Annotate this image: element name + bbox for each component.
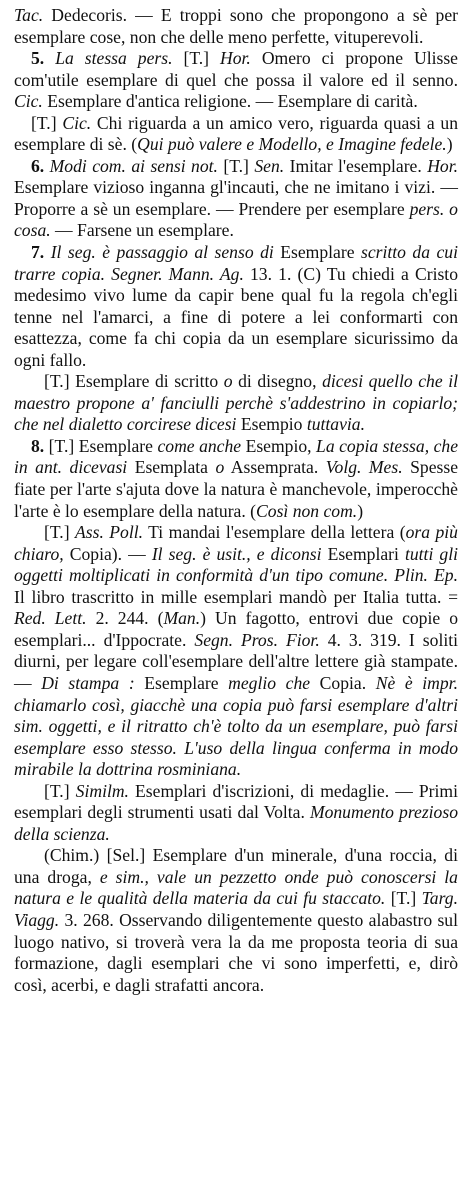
entry-paragraph-tac: Tac. Dedecoris. — E troppi sono che propongono a sè per esemplare cose, non che delle meno perfette, vituperevoli. <box>14 5 458 47</box>
entry-paragraph-8-ass-poll: [T.] Ass. Poll. Ti mandai l'esemplare della lettera (ora più chiaro, Copia). — Il seg. è usit., e diconsi Esemplari tutti gli oggetti moltiplicati in conformità d'un tipo comune. Plin. Ep. Il libro trascritto in mille esemplari mandò per Italia tutta. = Red. Lett. 2. 244. (Man.) Un fagotto, entrovi due copie o esemplari... d'Ippocrate. Segn. Pros. Fior. 4. 3. 319. I soliti diurni, per legare coll'esemplare dell'altre lettere già stampate. — Di stampa : Esemplare meglio che Copia. Nè è impr. chiamarlo così, giacchè una copia può farsi esemplare d'altri sim. oggetti, e il ritratto ch'è tolto da un esemplare, può farsi esemplare esso stesso. L'uso della lingua conferma in modo mirabile la dottrina rosminiana. <box>14 522 458 780</box>
entry-paragraph-8-similm: [T.] Similm. Esemplari d'iscrizioni, di medaglie. — Primi esemplari degli strumenti usati dal Volta. Monumento prezioso della scienza. <box>14 780 459 844</box>
entry-paragraph-8: 8. [T.] Esemplare come anche Esempio, La copia stessa, che in ant. dicevasi Esemplata o Assemprata. Volg. Mes. Spesse fiate per l'arte s'ajuta dove la natura è manchevole, imperocchè l'arte è lo esemplare della natura. (Così non com.) <box>14 435 459 521</box>
entry-paragraph-5-cic: [T.] Cic. Chi riguarda a un amico vero, riguarda quasi a un esemplare di sè. (Qui può valere e Modello, e Imagine fedele.) <box>14 112 458 155</box>
entry-paragraph-5: 5. La stessa pers. [T.] Hor. Omero ci propone Ulisse com'utile esemplare di quel che possa il valore ed il senno. Cic. Esemplare d'antica religione. — Esemplare di carità. <box>14 48 458 112</box>
entry-paragraph-7: 7. Il seg. è passaggio al senso di Esemplare scritto da cui trarre copia. Segner. Mann. Ag. 13. 1. (C) Tu chiedi a Cristo medesimo vivo lume da capir bene qual fu la regola ch'egli tenne nel l'amarci, a fine di potere a lei conformarti con esattezza, come fa chi copia da un esemplare sicurissimo da ogni fallo. <box>14 242 458 370</box>
entry-paragraph-7-esemplare-di-scritto: [T.] Esemplare di scritto o di disegno, dicesi quello che il maestro propone a' fanciulli perchè s'addestrino in copiarlo; che nel dialetto corcirese dicesi Esempio tuttavia. <box>14 371 458 435</box>
entry-paragraph-chim: (Chim.) [Sel.] Esemplare d'un minerale, d'una roccia, di una droga, e sim., vale un pezzetto onde può conoscersi la natura e le qualità della materia da cui fu staccato. [T.] Targ. Viagg. 3. 268. Osservando diligentemente questo alabastro sul luogo nativo, si troverà vera la da me proposta teoria di sua formazione, dagli esemplari che vi sono imperfetti, e, dirò così, acerbi, e dagli strafatti ancora. <box>14 845 458 995</box>
entry-paragraph-6: 6. Modi com. ai sensi not. [T.] Sen. Imitar l'esemplare. Hor. Esemplare vizioso inganna gl'incauti, che ne imitano i vizi. — Proporre a sè un esemplare. — Prendere per esemplare pers. o cosa. — Farsene un esemplare. <box>14 155 458 241</box>
